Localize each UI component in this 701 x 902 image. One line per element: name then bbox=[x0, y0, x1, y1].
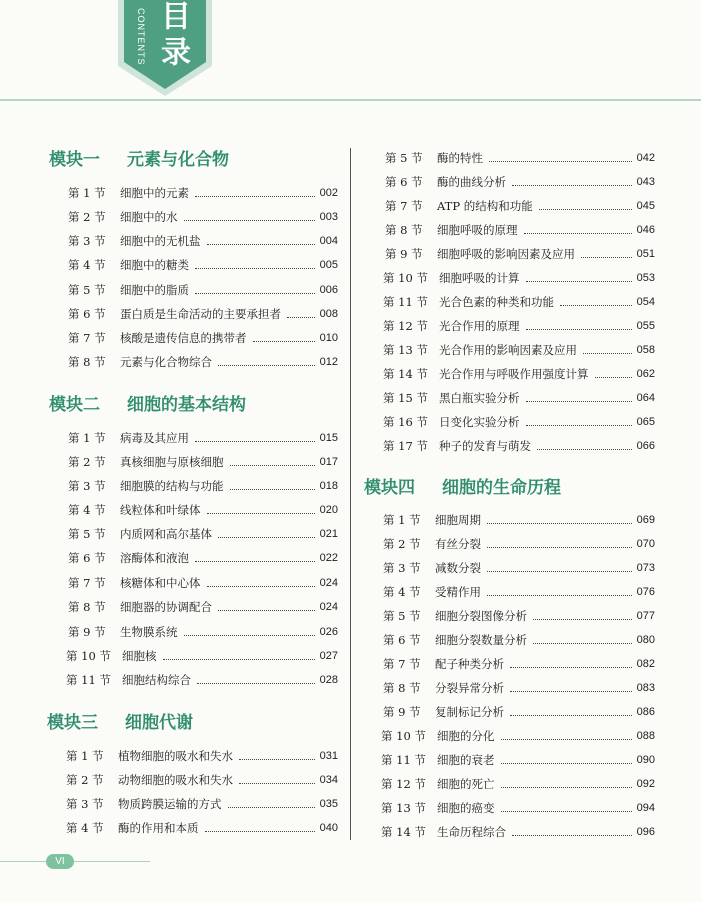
section-title: 细胞分裂图像分析 bbox=[435, 609, 527, 623]
page-number: 070 bbox=[636, 538, 655, 550]
section-title: 受精作用 bbox=[435, 585, 481, 599]
dot-leader bbox=[487, 595, 632, 596]
toc-entry[interactable] bbox=[383, 582, 655, 602]
section-number: 第 6 节 bbox=[383, 633, 421, 647]
toc-entry[interactable] bbox=[383, 340, 655, 360]
module-name: 元素与化合物 bbox=[127, 150, 229, 170]
page-number: 034 bbox=[319, 774, 338, 786]
section-title: 细胞核 bbox=[122, 649, 157, 663]
section-number: 第 11 节 bbox=[383, 295, 428, 309]
section-number: 第 4 节 bbox=[68, 258, 106, 272]
section-title: 光合色素的种类和功能 bbox=[439, 295, 554, 309]
dot-leader bbox=[512, 185, 632, 186]
page-number: 058 bbox=[636, 344, 655, 356]
toc-entry[interactable] bbox=[383, 534, 655, 554]
section-number: 第 4 节 bbox=[66, 821, 104, 835]
toc-entry[interactable] bbox=[381, 726, 655, 746]
dot-leader bbox=[207, 244, 315, 245]
page-number-badge: VI bbox=[46, 854, 74, 869]
section-title: 真核细胞与原核细胞 bbox=[120, 455, 224, 469]
section-title: 细胞中的元素 bbox=[120, 186, 189, 200]
section-title: 细胞呼吸的计算 bbox=[439, 271, 520, 285]
page-number: 086 bbox=[636, 706, 655, 718]
dot-leader bbox=[195, 293, 315, 294]
section-title: 物质跨膜运输的方式 bbox=[118, 797, 222, 811]
section-number: 第 1 节 bbox=[383, 513, 421, 527]
page-number: 010 bbox=[319, 332, 338, 344]
section-number: 第 3 节 bbox=[68, 479, 106, 493]
section-title: 植物细胞的吸水和失水 bbox=[118, 749, 233, 763]
toc-entry[interactable] bbox=[383, 364, 655, 384]
section-title: 细胞的癌变 bbox=[437, 801, 495, 815]
page-number: 012 bbox=[319, 356, 338, 368]
section-number: 第 7 节 bbox=[68, 331, 106, 345]
page-number: 027 bbox=[319, 650, 338, 662]
section-number: 第 4 节 bbox=[68, 503, 106, 517]
section-title: 细胞的分化 bbox=[437, 729, 495, 743]
section-number: 第 10 节 bbox=[383, 271, 428, 285]
section-title: 线粒体和叶绿体 bbox=[120, 503, 201, 517]
section-title: ATP 的结构和功能 bbox=[437, 199, 533, 213]
section-title: 动物细胞的吸水和失水 bbox=[118, 773, 233, 787]
section-number: 第 6 节 bbox=[68, 551, 106, 565]
dot-leader bbox=[526, 281, 632, 282]
dot-leader bbox=[583, 353, 632, 354]
page-number: 045 bbox=[636, 200, 655, 212]
module-number: 模块二 bbox=[49, 395, 100, 415]
section-title: 光合作用的影响因素及应用 bbox=[439, 343, 577, 357]
toc-entry[interactable] bbox=[383, 436, 655, 456]
section-number: 第 14 节 bbox=[381, 825, 426, 839]
page-number: 055 bbox=[636, 320, 655, 332]
page-number: 020 bbox=[319, 504, 338, 516]
header-rule bbox=[0, 99, 701, 101]
section-title: 元素与化合物综合 bbox=[120, 355, 212, 369]
section-title: 生命历程综合 bbox=[437, 825, 506, 839]
section-title: 细胞呼吸的影响因素及应用 bbox=[437, 247, 575, 261]
section-title: 光合作用的原理 bbox=[439, 319, 520, 333]
section-title: 细胞膜的结构与功能 bbox=[120, 479, 224, 493]
module-number: 模块三 bbox=[47, 713, 98, 733]
section-title: 酶的特性 bbox=[437, 151, 483, 165]
module-heading bbox=[47, 710, 193, 736]
dot-leader bbox=[239, 783, 315, 784]
toc-entry[interactable] bbox=[68, 207, 338, 227]
dot-leader bbox=[539, 209, 632, 210]
toc-entry[interactable] bbox=[383, 292, 655, 312]
dot-leader bbox=[501, 739, 632, 740]
section-title: 蛋白质是生命活动的主要承担者 bbox=[120, 307, 281, 321]
contents-english-label: CONTENTS bbox=[136, 8, 146, 66]
section-number: 第 8 节 bbox=[68, 600, 106, 614]
page-number: 018 bbox=[319, 480, 338, 492]
toc-entry[interactable] bbox=[385, 196, 655, 216]
dot-leader bbox=[501, 787, 632, 788]
dot-leader bbox=[526, 401, 632, 402]
dot-leader bbox=[195, 441, 315, 442]
toc-entry[interactable] bbox=[66, 770, 338, 790]
page-number: 022 bbox=[319, 552, 338, 564]
section-number: 第 3 节 bbox=[383, 561, 421, 575]
toc-entry[interactable] bbox=[68, 280, 338, 300]
toc-entry[interactable] bbox=[68, 428, 338, 448]
toc-entry[interactable] bbox=[66, 794, 338, 814]
section-number: 第 8 节 bbox=[68, 355, 106, 369]
section-title: 内质网和高尔基体 bbox=[120, 527, 212, 541]
dot-leader bbox=[218, 610, 315, 611]
section-title: 细胞中的水 bbox=[120, 210, 178, 224]
page-number: 077 bbox=[636, 610, 655, 622]
toc-entry[interactable] bbox=[68, 548, 338, 568]
dot-leader bbox=[487, 523, 632, 524]
section-title: 黑白瓶实验分析 bbox=[439, 391, 520, 405]
toc-entry[interactable] bbox=[381, 774, 655, 794]
toc-entry[interactable] bbox=[66, 646, 338, 666]
dot-leader bbox=[595, 377, 632, 378]
section-title: 有丝分裂 bbox=[435, 537, 481, 551]
toc-entry[interactable] bbox=[383, 558, 655, 578]
toc-entry[interactable] bbox=[383, 702, 655, 722]
section-title: 酶的作用和本质 bbox=[118, 821, 199, 835]
dot-leader bbox=[184, 635, 315, 636]
module-name: 细胞的生命历程 bbox=[442, 478, 561, 498]
page-number: 015 bbox=[319, 432, 338, 444]
page-number: 080 bbox=[636, 634, 655, 646]
section-number: 第 6 节 bbox=[68, 307, 106, 321]
dot-leader bbox=[205, 831, 315, 832]
section-number: 第 9 节 bbox=[383, 705, 421, 719]
dot-leader bbox=[163, 659, 315, 660]
section-number: 第 2 节 bbox=[383, 537, 421, 551]
section-number: 第 14 节 bbox=[383, 367, 428, 381]
dot-leader bbox=[581, 257, 632, 258]
contents-title: 目录 bbox=[155, 0, 190, 72]
section-title: 细胞中的糖类 bbox=[120, 258, 189, 272]
page-number: 035 bbox=[319, 798, 338, 810]
section-title: 细胞中的脂质 bbox=[120, 283, 189, 297]
section-number: 第 15 节 bbox=[383, 391, 428, 405]
toc-entry[interactable] bbox=[68, 183, 338, 203]
section-number: 第 13 节 bbox=[381, 801, 426, 815]
page-number: 065 bbox=[636, 416, 655, 428]
toc-entry[interactable] bbox=[68, 500, 338, 520]
toc-entry[interactable] bbox=[385, 172, 655, 192]
dot-leader bbox=[512, 835, 632, 836]
section-title: 日变化实验分析 bbox=[439, 415, 520, 429]
dot-leader bbox=[195, 268, 315, 269]
toc-entry[interactable] bbox=[383, 606, 655, 626]
section-title: 细胞分裂数量分析 bbox=[435, 633, 527, 647]
toc-entry[interactable] bbox=[68, 352, 338, 372]
page-number: 054 bbox=[636, 296, 655, 308]
section-number: 第 5 节 bbox=[68, 527, 106, 541]
page-number: 002 bbox=[319, 187, 338, 199]
dot-leader bbox=[228, 807, 315, 808]
section-number: 第 12 节 bbox=[381, 777, 426, 791]
toc-entry[interactable] bbox=[383, 412, 655, 432]
dot-leader bbox=[239, 759, 315, 760]
dot-leader bbox=[489, 161, 632, 162]
toc-entry[interactable] bbox=[385, 220, 655, 240]
dot-leader bbox=[218, 537, 315, 538]
dot-leader bbox=[510, 691, 632, 692]
dot-leader bbox=[253, 341, 315, 342]
toc-entry[interactable] bbox=[66, 670, 338, 690]
section-title: 细胞器的协调配合 bbox=[120, 600, 212, 614]
section-number: 第 10 节 bbox=[381, 729, 426, 743]
section-title: 光合作用与呼吸作用强度计算 bbox=[439, 367, 589, 381]
page-number: 064 bbox=[636, 392, 655, 404]
toc-entry[interactable] bbox=[68, 476, 338, 496]
page-number: 024 bbox=[319, 601, 338, 613]
dot-leader bbox=[510, 667, 632, 668]
section-number: 第 11 节 bbox=[381, 753, 426, 767]
module-heading bbox=[49, 147, 229, 173]
dot-leader bbox=[524, 233, 632, 234]
dot-leader bbox=[197, 683, 315, 684]
dot-leader bbox=[195, 196, 315, 197]
section-number: 第 10 节 bbox=[66, 649, 111, 663]
section-title: 溶酶体和液泡 bbox=[120, 551, 189, 565]
section-title: 减数分裂 bbox=[435, 561, 481, 575]
toc-entry[interactable] bbox=[385, 244, 655, 264]
section-number: 第 2 节 bbox=[68, 455, 106, 469]
page-number: 076 bbox=[636, 586, 655, 598]
section-number: 第 9 节 bbox=[385, 247, 423, 261]
toc-entry[interactable] bbox=[383, 316, 655, 336]
section-number: 第 7 节 bbox=[385, 199, 423, 213]
module-number: 模块四 bbox=[364, 478, 415, 498]
toc-entry[interactable] bbox=[68, 328, 338, 348]
module-name: 细胞的基本结构 bbox=[127, 395, 246, 415]
toc-entry[interactable] bbox=[68, 524, 338, 544]
page-number: 073 bbox=[636, 562, 655, 574]
toc-entry[interactable] bbox=[383, 678, 655, 698]
section-title: 细胞中的无机盐 bbox=[120, 234, 201, 248]
section-title: 细胞的死亡 bbox=[437, 777, 495, 791]
section-title: 病毒及其应用 bbox=[120, 431, 189, 445]
section-number: 第 4 节 bbox=[383, 585, 421, 599]
toc-entry[interactable] bbox=[381, 822, 655, 842]
toc-entry[interactable] bbox=[66, 746, 338, 766]
page-number: 008 bbox=[319, 308, 338, 320]
section-number: 第 1 节 bbox=[68, 431, 106, 445]
page-number: 004 bbox=[319, 235, 338, 247]
page-number: 090 bbox=[636, 754, 655, 766]
page-number: 092 bbox=[636, 778, 655, 790]
page-number: 017 bbox=[319, 456, 338, 468]
page-number: 021 bbox=[319, 528, 338, 540]
module-heading bbox=[364, 475, 561, 501]
dot-leader bbox=[487, 571, 632, 572]
section-number: 第 17 节 bbox=[383, 439, 428, 453]
dot-leader bbox=[501, 811, 632, 812]
dot-leader bbox=[526, 425, 632, 426]
section-number: 第 9 节 bbox=[68, 625, 106, 639]
module-heading bbox=[49, 392, 246, 418]
module-name: 细胞代谢 bbox=[125, 713, 193, 733]
page-number: 094 bbox=[636, 802, 655, 814]
section-title: 种子的发育与萌发 bbox=[439, 439, 531, 453]
dot-leader bbox=[287, 317, 315, 318]
toc-entry[interactable] bbox=[381, 750, 655, 770]
section-number: 第 7 节 bbox=[68, 576, 106, 590]
page-number: 006 bbox=[319, 284, 338, 296]
toc-entry[interactable] bbox=[68, 597, 338, 617]
section-number: 第 3 节 bbox=[68, 234, 106, 248]
page-number: 042 bbox=[636, 152, 655, 164]
column-divider bbox=[350, 148, 351, 840]
page-number: 062 bbox=[636, 368, 655, 380]
dot-leader bbox=[184, 220, 315, 221]
section-number: 第 8 节 bbox=[385, 223, 423, 237]
toc-entry[interactable] bbox=[68, 304, 338, 324]
page-number: 096 bbox=[636, 826, 655, 838]
toc-entry[interactable] bbox=[66, 818, 338, 838]
dot-leader bbox=[560, 305, 632, 306]
section-number: 第 1 节 bbox=[66, 749, 104, 763]
section-number: 第 5 节 bbox=[383, 609, 421, 623]
section-number: 第 12 节 bbox=[383, 319, 428, 333]
module-number: 模块一 bbox=[49, 150, 100, 170]
footer-rule bbox=[0, 861, 150, 862]
toc-entry[interactable] bbox=[383, 654, 655, 674]
section-title: 核糖体和中心体 bbox=[120, 576, 201, 590]
section-number: 第 5 节 bbox=[385, 151, 423, 165]
section-title: 细胞周期 bbox=[435, 513, 481, 527]
section-number: 第 13 节 bbox=[383, 343, 428, 357]
toc-entry[interactable] bbox=[68, 452, 338, 472]
page-number: 028 bbox=[319, 674, 338, 686]
toc-entry[interactable] bbox=[68, 231, 338, 251]
page-number: 066 bbox=[636, 440, 655, 452]
section-title: 细胞结构综合 bbox=[122, 673, 191, 687]
toc-entry[interactable] bbox=[383, 510, 655, 530]
section-number: 第 16 节 bbox=[383, 415, 428, 429]
section-number: 第 1 节 bbox=[68, 186, 106, 200]
toc-entry[interactable] bbox=[385, 148, 655, 168]
page-number: 088 bbox=[636, 730, 655, 742]
toc-entry[interactable] bbox=[68, 573, 338, 593]
page-number: 031 bbox=[319, 750, 338, 762]
section-title: 生物膜系统 bbox=[120, 625, 178, 639]
dot-leader bbox=[230, 489, 315, 490]
page-number: 026 bbox=[319, 626, 338, 638]
page-number: 069 bbox=[636, 514, 655, 526]
section-number: 第 6 节 bbox=[385, 175, 423, 189]
section-number: 第 5 节 bbox=[68, 283, 106, 297]
dot-leader bbox=[195, 561, 315, 562]
page-number: 046 bbox=[636, 224, 655, 236]
toc-entry[interactable] bbox=[68, 255, 338, 275]
section-number: 第 7 节 bbox=[383, 657, 421, 671]
page-number: 051 bbox=[636, 248, 655, 260]
toc-entry[interactable] bbox=[383, 268, 655, 288]
page-number: 005 bbox=[319, 259, 338, 271]
toc-entry[interactable] bbox=[383, 388, 655, 408]
section-number: 第 3 节 bbox=[66, 797, 104, 811]
dot-leader bbox=[510, 715, 632, 716]
page-number: 043 bbox=[636, 176, 655, 188]
section-title: 复制标记分析 bbox=[435, 705, 504, 719]
toc-entry[interactable] bbox=[381, 798, 655, 818]
section-title: 细胞的衰老 bbox=[437, 753, 495, 767]
section-title: 细胞呼吸的原理 bbox=[437, 223, 518, 237]
page-number: 053 bbox=[636, 272, 655, 284]
page-number: 040 bbox=[319, 822, 338, 834]
section-title: 酶的曲线分析 bbox=[437, 175, 506, 189]
dot-leader bbox=[533, 619, 632, 620]
dot-leader bbox=[207, 513, 315, 514]
section-number: 第 8 节 bbox=[383, 681, 421, 695]
dot-leader bbox=[537, 449, 632, 450]
dot-leader bbox=[501, 763, 632, 764]
section-number: 第 2 节 bbox=[66, 773, 104, 787]
dot-leader bbox=[533, 643, 632, 644]
toc-entry[interactable] bbox=[68, 622, 338, 642]
section-title: 核酸是遗传信息的携带者 bbox=[120, 331, 247, 345]
page-number: 083 bbox=[636, 682, 655, 694]
dot-leader bbox=[207, 586, 315, 587]
dot-leader bbox=[230, 465, 315, 466]
dot-leader bbox=[526, 329, 632, 330]
page-number: 024 bbox=[319, 577, 338, 589]
section-number: 第 11 节 bbox=[66, 673, 111, 687]
dot-leader bbox=[487, 547, 632, 548]
section-title: 分裂异常分析 bbox=[435, 681, 504, 695]
section-title: 配子种类分析 bbox=[435, 657, 504, 671]
page-number: 003 bbox=[319, 211, 338, 223]
section-number: 第 2 节 bbox=[68, 210, 106, 224]
page-number: 082 bbox=[636, 658, 655, 670]
dot-leader bbox=[218, 365, 315, 366]
toc-entry[interactable] bbox=[383, 630, 655, 650]
